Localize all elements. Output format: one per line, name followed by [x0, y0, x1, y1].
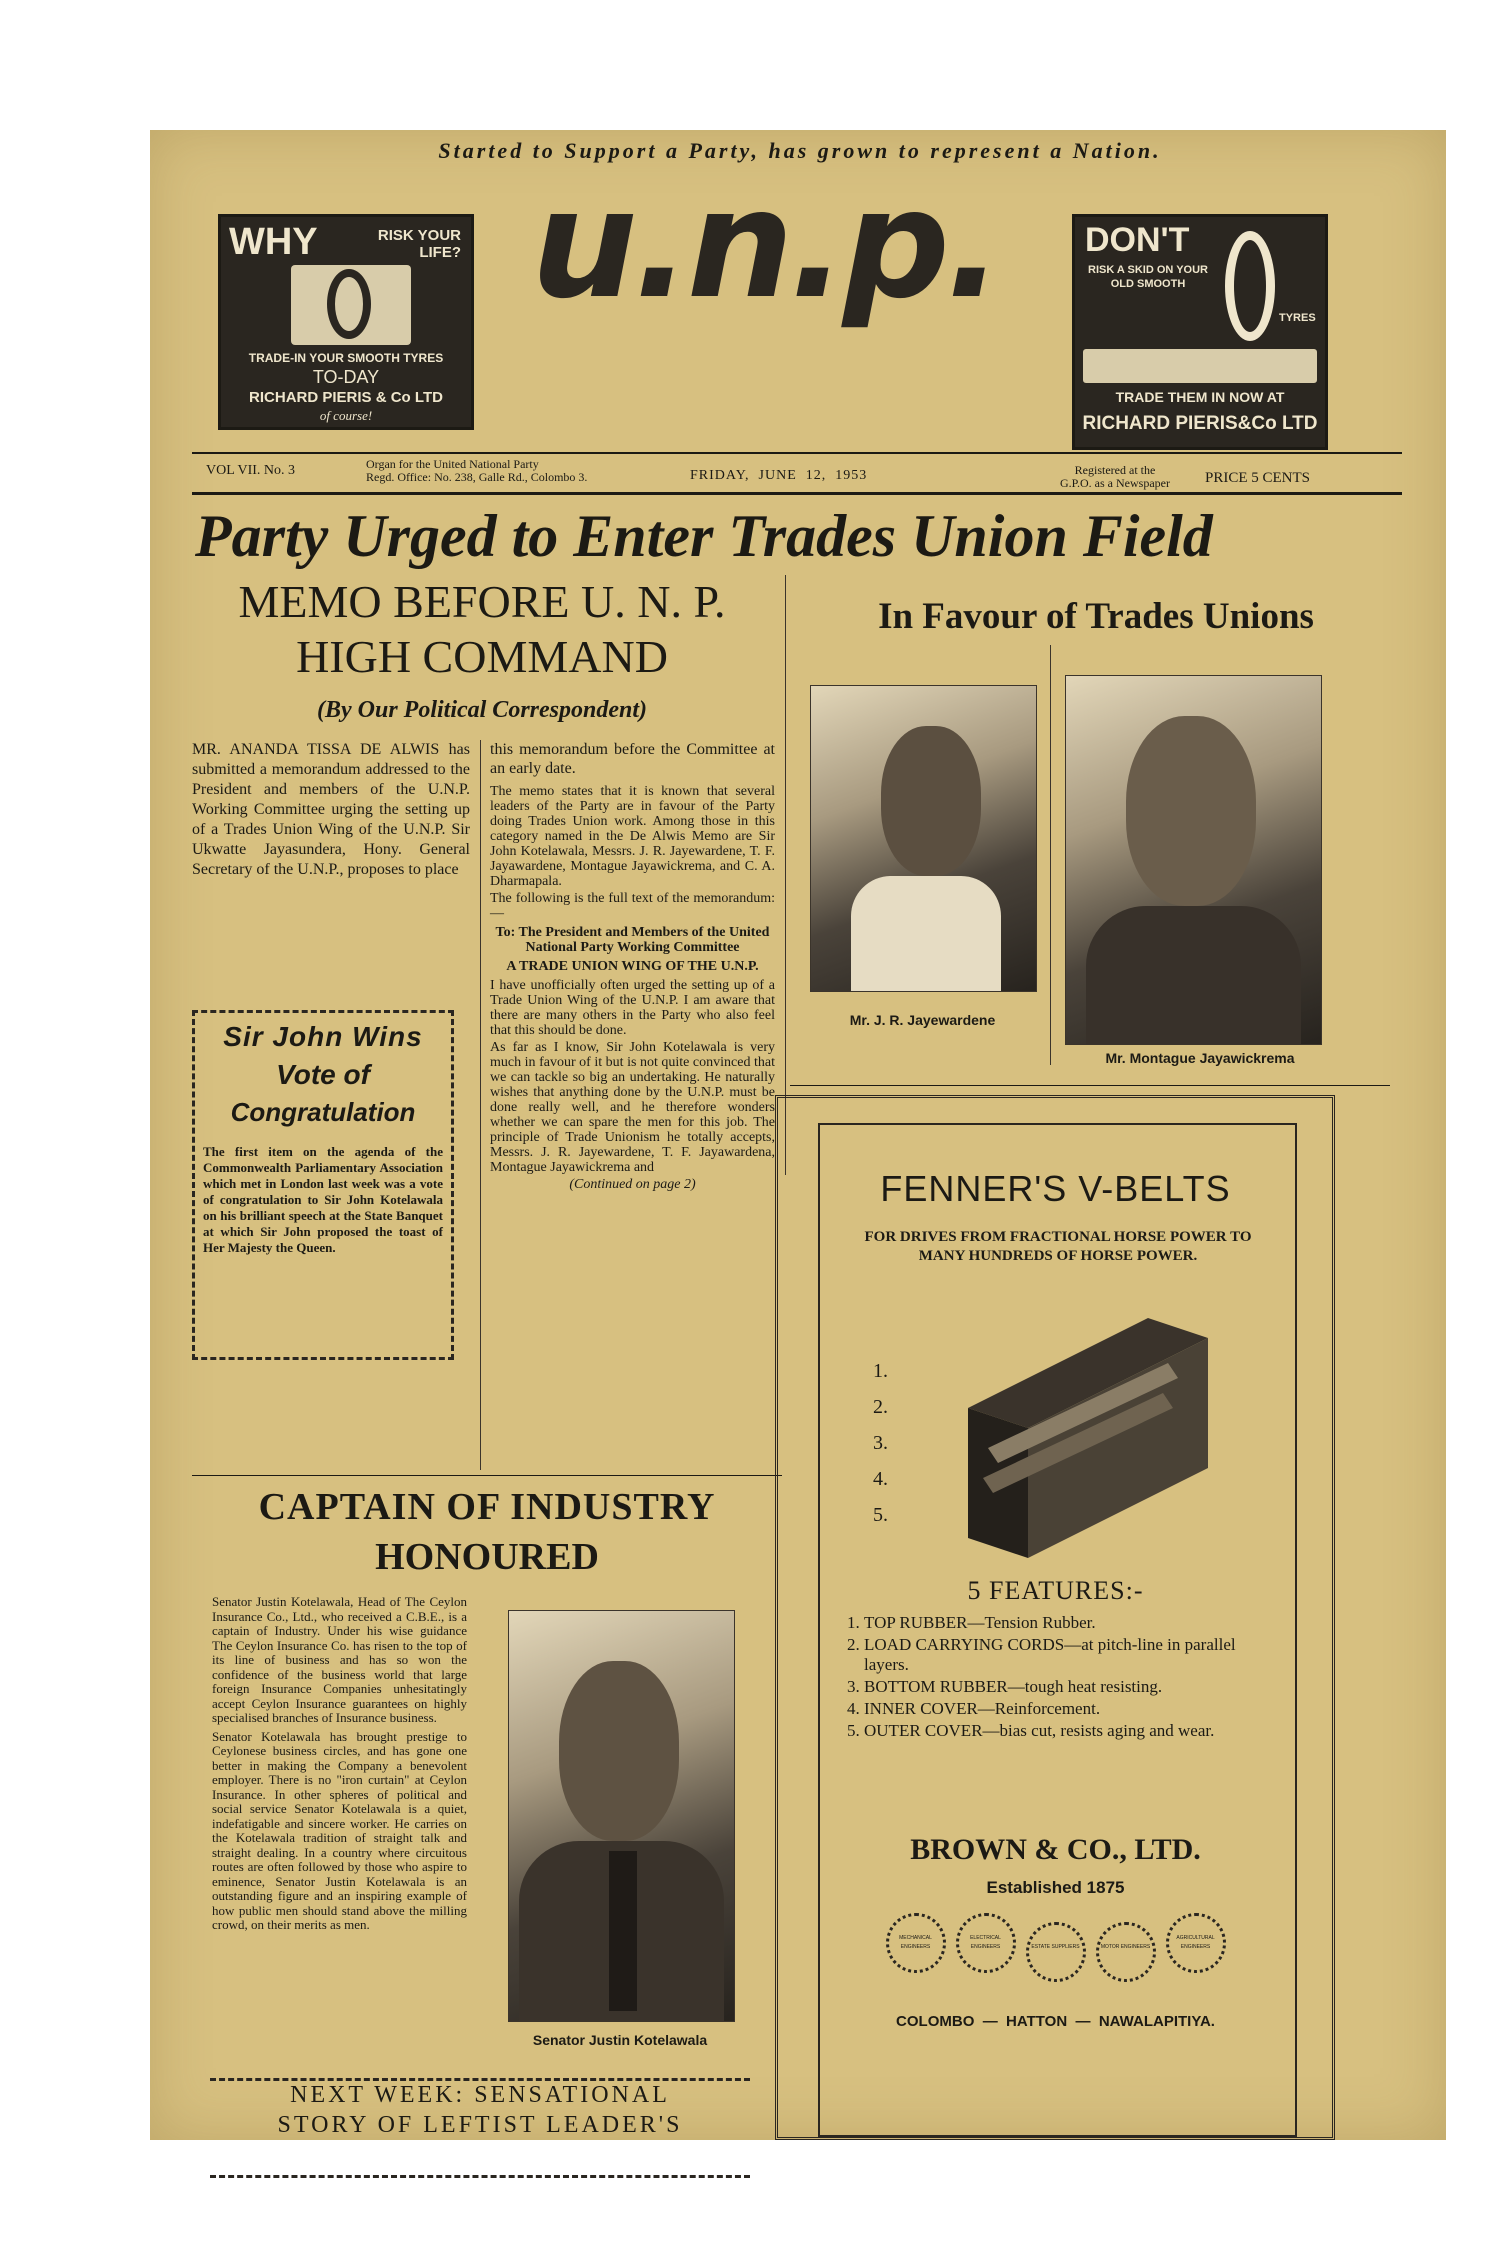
jr-jayewardene-photo — [810, 685, 1037, 992]
portrait-face — [1126, 716, 1256, 906]
jr-jayewardene-caption: Mr. J. R. Jayewardene — [849, 1012, 996, 1028]
dateline-top-rule — [192, 452, 1402, 454]
memo-title-line2: HIGH COMMAND — [296, 631, 668, 682]
feature-item: 2. LOAD CARRYING CORDS—at pitch-line in parallel layers. — [864, 1635, 1284, 1675]
ad-risk-skid: RISK A SKID ON YOUR OLD SMOOTH — [1088, 264, 1208, 290]
favour-divider — [785, 575, 786, 1175]
memo-col2-para4: I have unofficially often urged the setting up of a Trade Union Wing of the U.N.P. I am aware that there are many others in the Party who also feel that this should be done. — [490, 978, 775, 1038]
gear-icon: MECHANICAL ENGINEERS — [886, 1913, 946, 1973]
belt-label-4: 4. — [873, 1468, 888, 1490]
memo-byline: (By Our Political Correspondent) — [316, 697, 647, 723]
box-title-line2: Vote of — [276, 1059, 370, 1090]
belt-label-1: 1. — [873, 1360, 888, 1382]
box-text: The first item on the agenda of the Commonwealth Parliamentary Association which met in London last week was a vote of congratulation to Sir John Kotelawala on his brilliant speech at the State Banquet at which Sir John proposed the toast of Her Majesty the Queen. — [203, 1144, 443, 1255]
gear-row — [818, 1913, 1293, 1982]
next-week-bottom-rule — [210, 2175, 750, 2178]
portrait-shirt — [851, 876, 1001, 991]
features-title: 5 FEATURES:- — [967, 1576, 1144, 1605]
tyre-icon — [327, 269, 371, 339]
column-divider — [480, 740, 481, 1470]
montague-jayawickrema-photo — [1065, 675, 1322, 1045]
registered-line2: G.P.O. as a Newspaper — [1060, 476, 1170, 490]
ad-company-right: RICHARD PIERIS&Co LTD — [1082, 413, 1318, 434]
company-name: BROWN & CO., LTD. — [910, 1833, 1201, 1866]
masthead-logo: u.n.p. — [531, 158, 999, 332]
ad-risk-life: RISK YOUR LIFE? — [377, 227, 461, 261]
dateline-bottom-rule — [192, 492, 1402, 495]
justin-kotelawala-caption: Senator Justin Kotelawala — [532, 2032, 708, 2048]
tyre-icon-right — [1225, 231, 1275, 341]
ad-company: RICHARD PIERIS & Co LTD — [249, 389, 443, 406]
montague-jayawickrema-caption: Mr. Montague Jayawickrema — [1105, 1050, 1295, 1066]
ad-trade-them: TRADE THEM IN NOW AT — [1115, 389, 1285, 405]
ad-why: WHY — [229, 221, 318, 263]
feature-item: 4. INNER COVER—Reinforcement. — [864, 1699, 1284, 1719]
portrait-tie — [609, 1851, 637, 2011]
right-tyre-ad — [1072, 214, 1328, 450]
established: Established 1875 — [986, 1878, 1125, 1897]
captain-article — [212, 1595, 467, 1933]
memo-subheading: A TRADE UNION WING OF THE U.N.P. — [506, 959, 759, 974]
ad-trade-in: TRADE-IN YOUR SMOOTH TYRES — [248, 351, 444, 365]
feature-item: 1. TOP RUBBER—Tension Rubber. — [864, 1613, 1284, 1633]
registered-line1: Registered at the — [1074, 463, 1156, 477]
memo-to: To: The President and Members of the United National Party Working Committee — [495, 925, 770, 955]
memo-continued: (Continued on page 2) — [569, 1177, 696, 1192]
belt-label-3: 3. — [873, 1432, 888, 1454]
portrait-face — [881, 726, 981, 876]
left-tyre-ad — [218, 214, 474, 430]
fenner-subtitle: FOR DRIVES FROM FRACTIONAL HORSE POWER TO MANY HUNDREDS OF HORSE POWER. — [864, 1229, 1252, 1264]
v-belt-graphic — [928, 1318, 1208, 1558]
volume-number: VOL VII. No. 3 — [206, 463, 296, 478]
captain-title-line2: HONOURED — [375, 1536, 599, 1578]
features-list — [838, 1613, 1284, 1743]
belt-label-2: 2. — [873, 1396, 888, 1418]
gear-icon: MOTOR ENGINEERS — [1096, 1922, 1156, 1982]
captain-para1: Senator Justin Kotelawala, Head of The Ceylon Insurance Co., Ltd., who received a C.B.E., is a captain of Industry. Under his wise guidance The Ceylon Insurance Co. has risen to the top of its line of business and has so won the confidence of the business world that large foreign Insurance Companies unhesitatingly accept Ceylon Insurance guarantees on highly specialised branches of Insurance business. — [212, 1594, 467, 1725]
organ-line: Organ for the United National Party — [366, 457, 539, 471]
issue-date: FRIDAY, JUNE 12, 1953 — [690, 468, 868, 483]
fenner-ad — [775, 1095, 1335, 2140]
feature-item: 3. BOTTOM RUBBER—tough heat resisting. — [864, 1677, 1284, 1697]
memo-col2-para1: this memorandum before the Committee at an early date. — [490, 741, 775, 777]
favour-bottom-rule — [790, 1085, 1390, 1086]
tyre-graphic — [291, 265, 411, 345]
ad-tyres: TYRES — [1279, 312, 1316, 324]
sir-john-box — [192, 1010, 454, 1360]
portrait-suit — [1086, 906, 1301, 1044]
favour-title: In Favour of Trades Unions — [878, 596, 1314, 637]
captain-para2: Senator Kotelawala has brought prestige to Ceylonese business circles, and has gone one better in making the Company a benevolent employer. There is no "iron curtain" at Ceylon Insurance. In other spheres of political and social service Senator Kotelawala is a quiet, indefatigable and sincere worker. He carries on the Kotelawala tradition of straight talk and straight dealing. In a country where circuitous routes are often followed by those who aspire to eminence, Senator Justin Kotelawala is an outstanding figure and an inspiring example of how public men should stand above the milling crowd, on their merits as men. — [212, 1728, 467, 1932]
ad-dont: DON'T — [1085, 221, 1190, 259]
box-title-line3: Congratulation — [230, 1097, 416, 1127]
belt-label-5: 5. — [873, 1504, 888, 1526]
gear-icon: ELECTRICAL ENGINEERS — [956, 1913, 1016, 1973]
justin-kotelawala-photo — [508, 1610, 735, 2022]
portrait-face — [559, 1661, 679, 1841]
newspaper-page — [150, 130, 1446, 2140]
captain-title-line1: CAPTAIN OF INDUSTRY — [258, 1486, 716, 1528]
memo-title-line1: MEMO BEFORE U. N. P. — [238, 576, 726, 627]
favour-photo-divider — [1050, 645, 1051, 1065]
ad-of-course: of course! — [319, 408, 373, 423]
fenner-title: FENNER'S V-BELTS — [880, 1168, 1231, 1209]
memo-col2-para5: As far as I know, Sir John Kotelawala is very much in favour of it but is not quite convinced that we can tackle so big an undertaking. He naturally wishes that anything done by the U.N.P. must be done really well, and he therefore wonders whether we can spare the men for this job. The principle of Trade Unionism he totally accepts, Messrs. J. R. Jayewardene, T. F. Jayawardena, Montague Jayawickrema and — [490, 1040, 775, 1175]
box-title-line1: Sir John Wins — [223, 1021, 423, 1052]
memo-column-2 — [490, 740, 775, 1192]
next-week-line1: NEXT WEEK: SENSATIONAL — [290, 2082, 670, 2108]
price: PRICE 5 CENTS — [1205, 470, 1311, 486]
captain-top-rule — [192, 1475, 782, 1476]
next-week-teaser — [210, 2080, 750, 2140]
ad-today: TO-DAY — [312, 367, 380, 387]
road-graphic — [1083, 349, 1317, 383]
feature-item: 5. OUTER COVER—bias cut, resists aging and wear. — [864, 1721, 1284, 1741]
locations: COLOMBO — HATTON — NAWALAPITIYA. — [896, 2013, 1215, 2030]
next-week-line2: STORY OF LEFTIST LEADER'S — [277, 2112, 683, 2138]
tagline: Started to Support a Party, has grown to represent a Nation. — [438, 138, 1162, 163]
memo-col2-para2: The memo states that it is known that several leaders of the Party are in favour of the Party doing Trades Union work. Among those in this category named in the De Alwis Memo are Sir John Kotelawala, Messrs. J. R. Jayewardene, T. F. Jayawardene, Montague Jayawickrema, and C. A. Dharmapala. — [490, 784, 775, 889]
gear-icon: ESTATE SUPPLIERS — [1026, 1922, 1086, 1982]
memo-column-1: MR. ANANDA TISSA DE ALWIS has submitted a memorandum addressed to the President and members of the U.N.P. Working Committee urging the setting up of a Trades Union Wing of the U.N.P. Sir Ukwatte Jayasundera, Hony. General Secretary of the U.N.P., proposes to place — [192, 741, 470, 878]
memo-col2-para3: The following is the full text of the memorandum:— — [490, 891, 775, 921]
office-line: Regd. Office: No. 238, Galle Rd., Colombo 3. — [366, 470, 588, 484]
gear-icon: AGRICULTURAL ENGINEERS — [1166, 1913, 1226, 1973]
v-belt-illustration — [928, 1318, 1208, 1558]
main-headline: Party Urged to Enter Trades Union Field — [195, 503, 1213, 569]
